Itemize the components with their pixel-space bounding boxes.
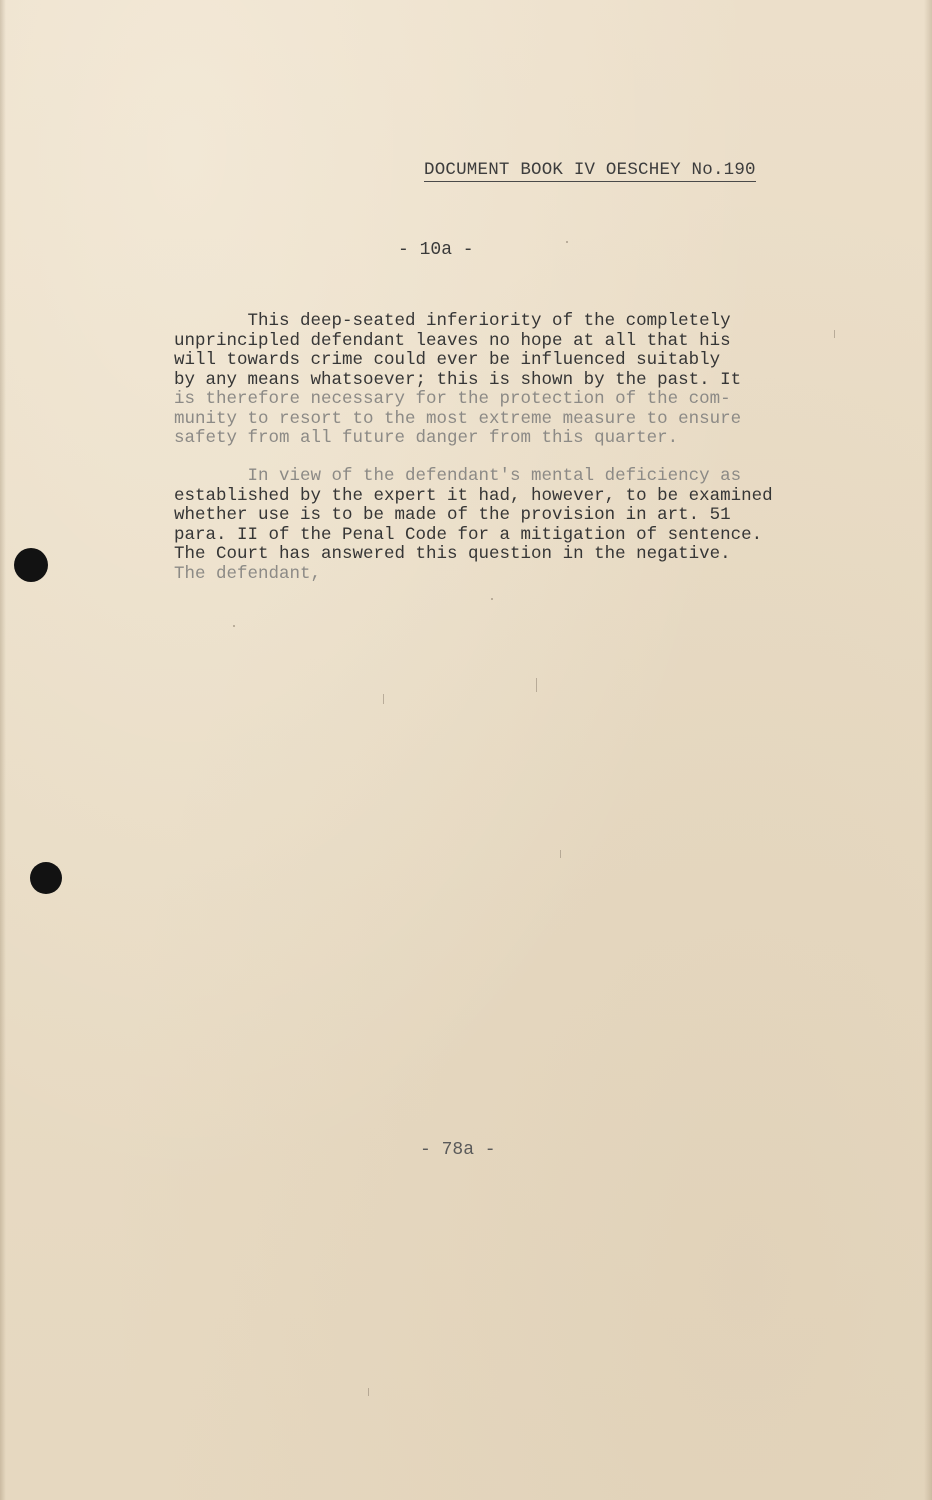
paragraph-1 xyxy=(174,312,874,449)
paper-speck xyxy=(491,598,493,600)
paper-speck xyxy=(566,241,568,243)
paper-speck xyxy=(233,625,235,627)
text-line: safety from all future danger from this quarter. xyxy=(174,428,679,448)
paper-speck xyxy=(368,1388,369,1396)
text-line: munity to resort to the most extreme measure to ensure xyxy=(174,408,742,429)
paper-speck xyxy=(560,850,561,858)
document-header: DOCUMENT BOOK IV OESCHEY No.190 xyxy=(424,160,756,180)
paper-edge-right xyxy=(924,0,932,1500)
footer-page-number: - 78a - xyxy=(420,1140,496,1160)
text-line: is therefore necessary for the protection of the com- xyxy=(174,389,731,409)
punch-hole-bottom xyxy=(30,862,62,894)
text-line: This deep-seated inferiority of the completely xyxy=(174,311,731,331)
page-label: - 10a - xyxy=(398,240,474,260)
text-line: The Court has answered this question in the negative. xyxy=(174,544,731,564)
paper-speck xyxy=(834,330,835,338)
text-line: In view of the defendant's mental deficiency as xyxy=(174,466,742,486)
paper-edge-left xyxy=(0,0,6,1500)
text-line: unprincipled defendant leaves no hope at all that his xyxy=(174,330,731,351)
text-line: para. II of the Penal Code for a mitigation of sentence. xyxy=(174,524,763,545)
paper-speck xyxy=(536,678,537,692)
text-line: The defendant, xyxy=(174,563,322,584)
text-line: by any means whatsoever; this is shown by the past. It xyxy=(174,369,742,390)
paragraph-2 xyxy=(174,467,874,584)
text-line: established by the expert it had, however, to be examined xyxy=(174,485,773,506)
text-line: will towards crime could ever be influenced suitably xyxy=(174,350,721,370)
punch-hole-top xyxy=(14,548,48,582)
text-line: whether use is to be made of the provision in art. 51 xyxy=(174,505,731,525)
paper-speck xyxy=(383,694,384,704)
